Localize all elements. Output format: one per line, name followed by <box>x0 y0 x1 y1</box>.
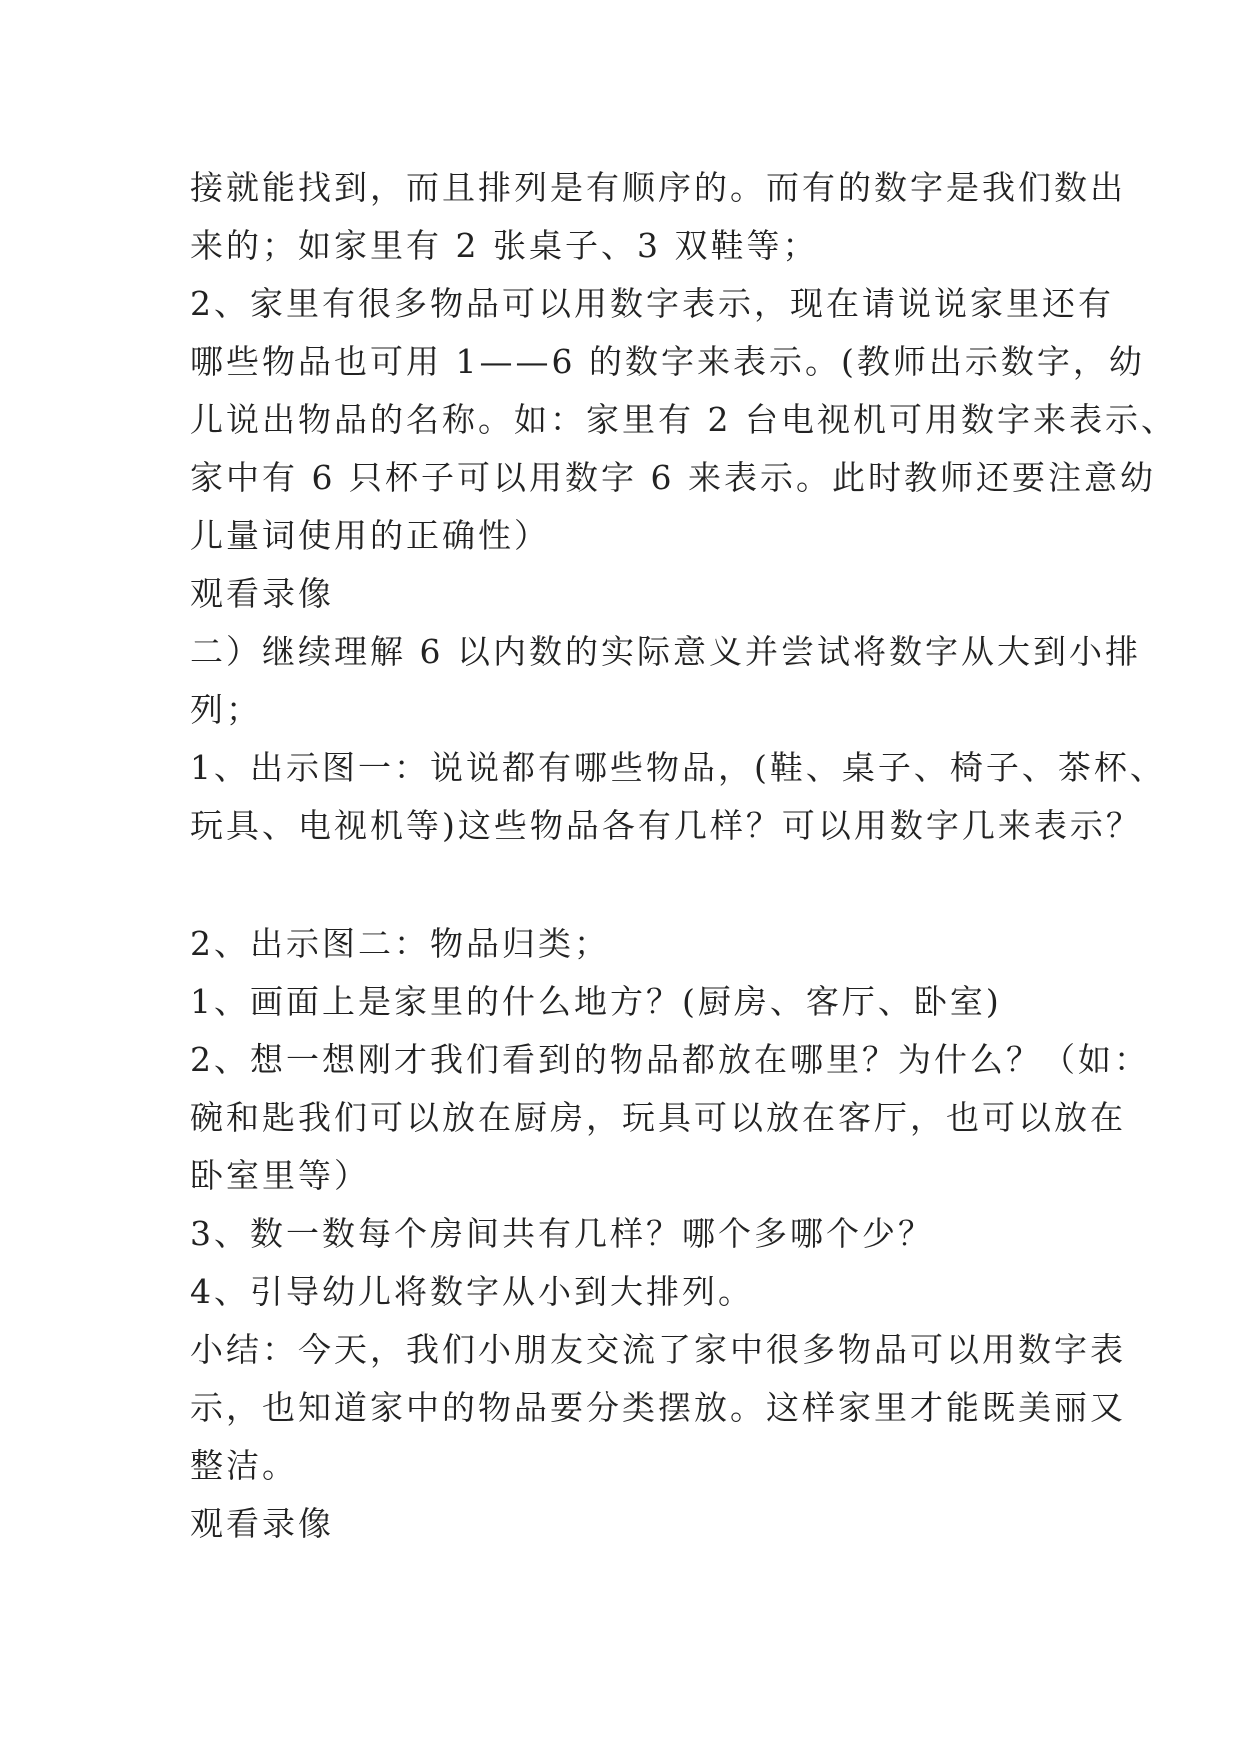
text-line: 碗和匙我们可以放在厨房，玩具可以放在客厅，也可以放在 <box>190 1098 1126 1137</box>
text-line: 二）继续理解 6 以内数的实际意义并尝试将数字从大到小排 <box>190 632 1141 671</box>
text-line: 儿说出物品的名称。如：家里有 2 台电视机可用数字来表示、 <box>190 400 1177 439</box>
text-line: 观看录像 <box>190 574 334 613</box>
text-line: 2、想一想刚才我们看到的物品都放在哪里？为什么？（如： <box>190 1040 1150 1079</box>
text-line: 观看录像 <box>190 1504 334 1543</box>
text-line: 家中有 6 只杯子可以用数字 6 来表示。此时教师还要注意幼 <box>190 458 1156 497</box>
text-line: 2、家里有很多物品可以用数字表示，现在请说说家里还有 <box>190 284 1114 323</box>
text-line: 哪些物品也可用 1——6 的数字来表示。(教师出示数字，幼 <box>190 342 1145 381</box>
text-line: 1、画面上是家里的什么地方？(厨房、客厅、卧室) <box>190 982 1002 1021</box>
text-line: 卧室里等） <box>190 1156 370 1195</box>
text-line: 列； <box>190 690 262 729</box>
text-line: 3、数一数每个房间共有几样？哪个多哪个少？ <box>190 1214 934 1253</box>
text-line: 示，也知道家中的物品要分类摆放。这样家里才能既美丽又 <box>190 1388 1126 1427</box>
text-line: 来的；如家里有 2 张桌子、3 双鞋等； <box>190 226 819 265</box>
text-line: 4、引导幼儿将数字从小到大排列。 <box>190 1272 754 1311</box>
text-line: 整洁。 <box>190 1446 298 1485</box>
text-line: 2、出示图二：物品归类； <box>190 924 610 963</box>
text-line: 1、出示图一：说说都有哪些物品，(鞋、桌子、椅子、茶杯、 <box>190 748 1166 787</box>
text-line: 小结：今天，我们小朋友交流了家中很多物品可以用数字表 <box>190 1330 1126 1369</box>
text-line: 接就能找到，而且排列是有顺序的。而有的数字是我们数出 <box>190 168 1126 207</box>
text-line: 儿量词使用的正确性） <box>190 516 550 555</box>
text-line: 玩具、电视机等)这些物品各有几样？可以用数字几来表示？ <box>190 806 1142 845</box>
